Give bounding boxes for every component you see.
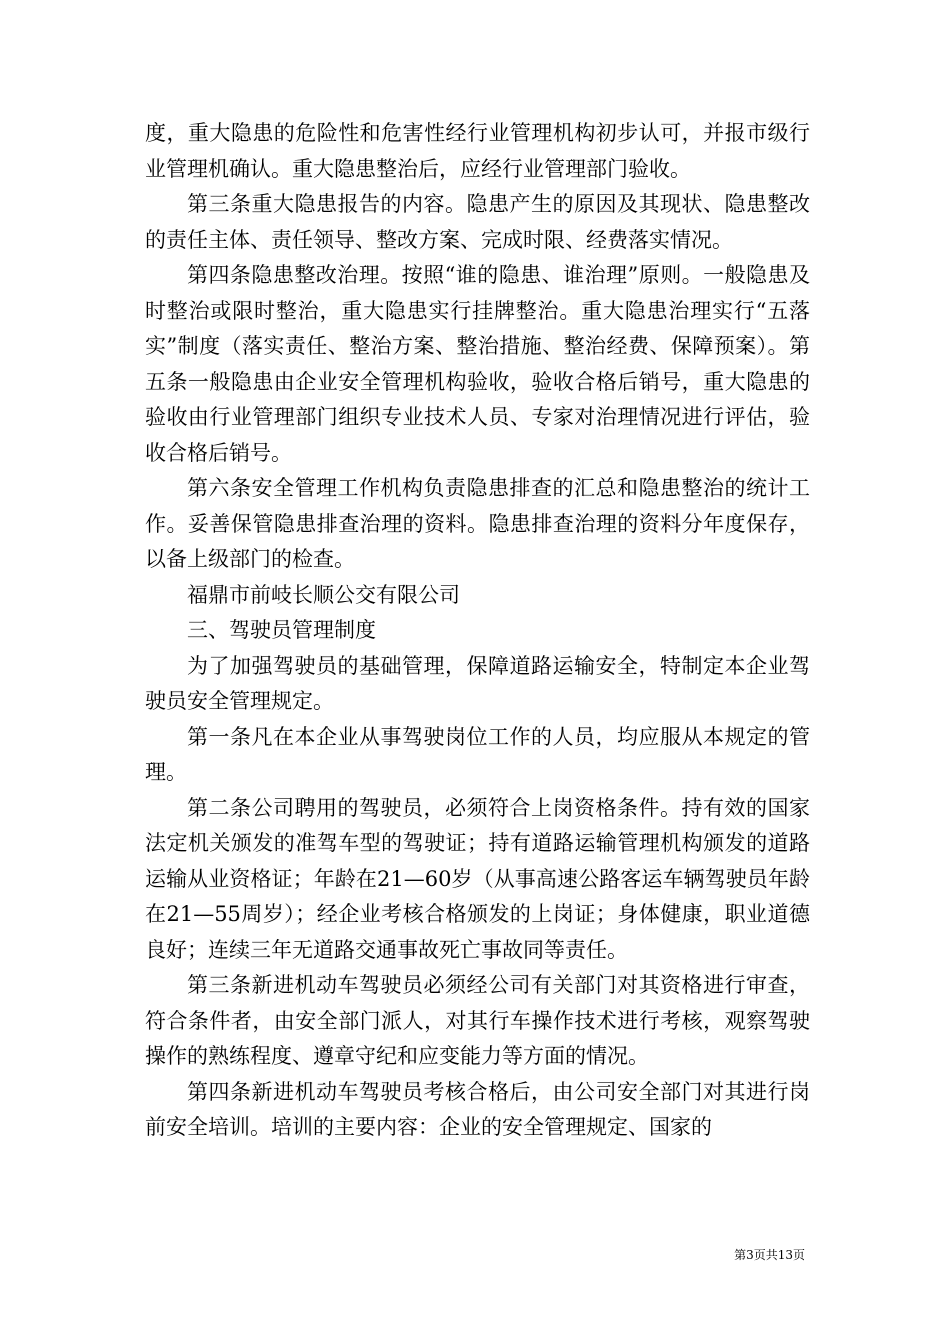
paragraph-intro: 为了加强驾驶员的基础管理，保障道路运输安全，特制定本企业驾驶员安全管理规定。: [145, 653, 810, 713]
section-heading: 三、驾驶员管理制度: [187, 618, 376, 642]
paragraph-article-6: 第六条安全管理工作机构负责隐患排查的汇总和隐患整治的统计工作。妥善保管隐患排查治理的资料。隐患排查治理的资料分年度保存，以备上级部门的检查。: [145, 476, 810, 571]
document-body: [145, 116, 810, 1146]
paragraph-driver-article-1: 第一条凡在本企业从事驾驶岗位工作的人员，均应服从本规定的管理。: [145, 724, 810, 784]
paragraph-driver-article-4: 第四条新进机动车驾驶员考核合格后，由公司安全部门对其进行岗前安全培训。培训的主要内容：企业的安全管理规定、国家的: [145, 1079, 810, 1139]
paragraph-article-3: 第三条重大隐患报告的内容。隐患产生的原因及其现状、隐患整改的责任主体、责任领导、整改方案、完成时限、经费落实情况。: [145, 192, 810, 252]
paragraph-driver-article-3: 第三条新进机动车驾驶员必须经公司有关部门对其资格进行审查，符合条件者，由安全部门派人，对其行车操作技术进行考核，观察驾驶操作的熟练程度、遵章守纪和应变能力等方面的情况。: [145, 973, 810, 1068]
paragraph-continuation: 度，重大隐患的危险性和危害性经行业管理机构初步认可，并报市级行业管理机确认。重大隐患整治后，应经行业管理部门验收。: [145, 121, 810, 181]
company-name: 福鼎市前岐长顺公交有限公司: [187, 582, 460, 607]
page-number: 第3页共13页: [734, 1248, 805, 1262]
paragraph-article-4-5: 第四条隐患整改治理。按照“谁的隐患、谁治理”原则。一般隐患及时整治或限时整治，重大隐患实行挂牌整治。重大隐患治理实行“五落实”制度（落实责任、整治方案、整治措施、整治经费、保障预案）。第五条一般隐患由企业安全管理机构验收，验收合格后销号，重大隐患的验收由行业管理部门组织专业技术人员、专家对治理情况进行评估，验收合格后销号。: [145, 263, 810, 465]
paragraph-driver-article-2: 第二条公司聘用的驾驶员，必须符合上岗资格条件。持有效的国家法定机关颁发的准驾车型的驾驶证；持有道路运输管理机构颁发的道路运输从业资格证；年龄在21—60岁（从事高速公路客运车辆驾驶员年龄在21—55周岁）；经企业考核合格颁发的上岗证；身体健康，职业道德良好；连续三年无道路交通事故死亡事故同等责任。: [145, 795, 810, 962]
